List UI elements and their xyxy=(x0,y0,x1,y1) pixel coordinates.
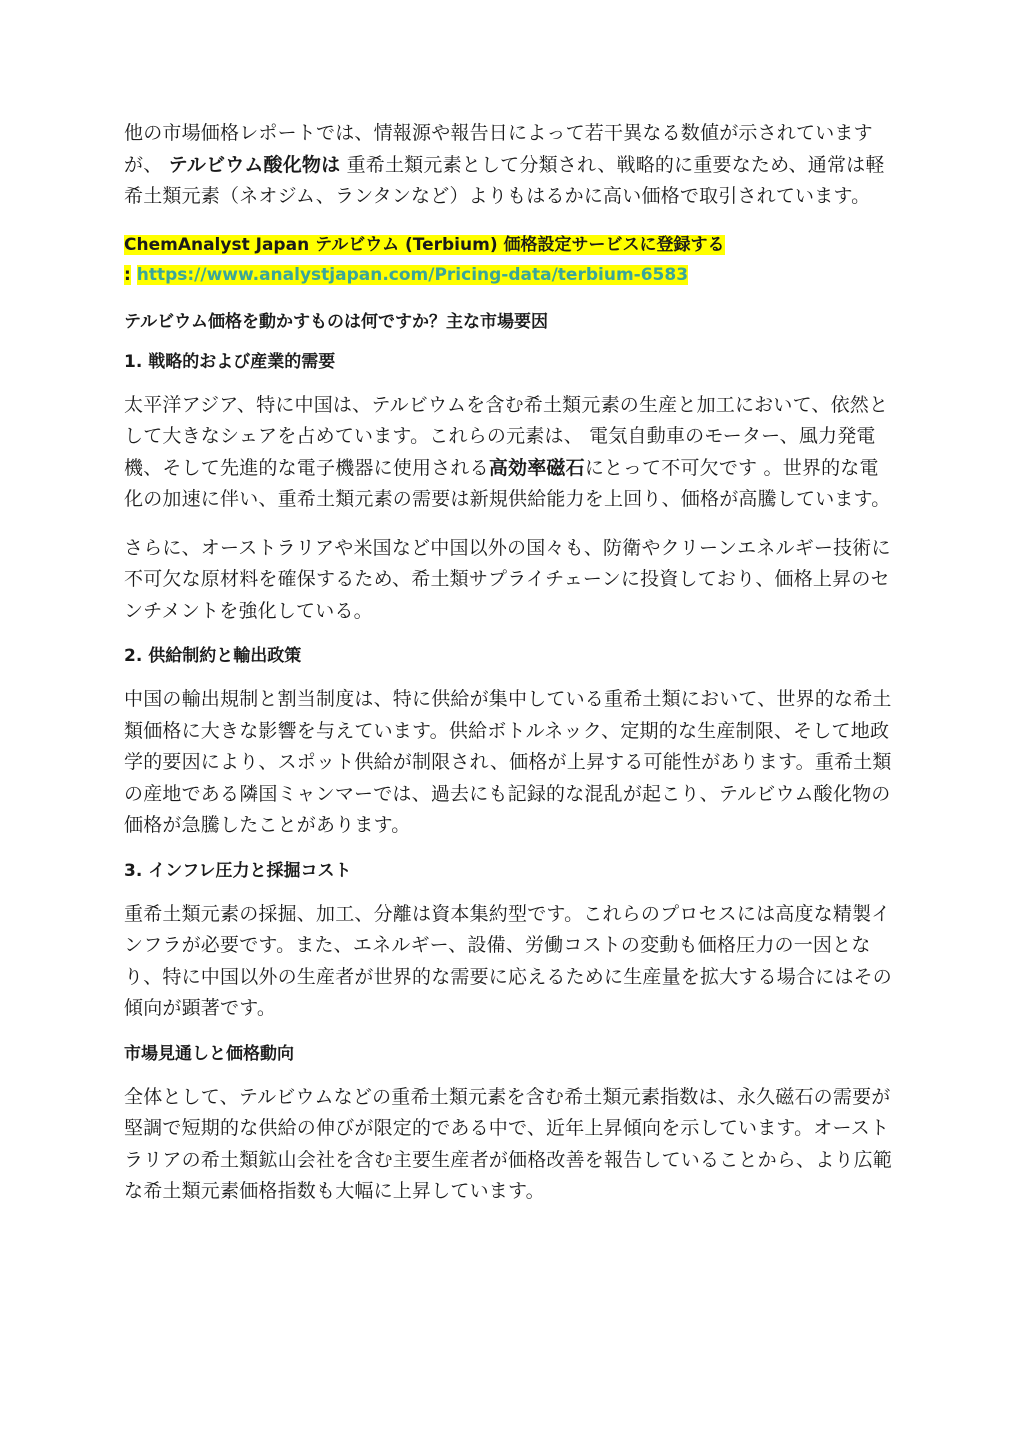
intro-text-1: 他の市場価格レポートでは、情報源や報告日によって若干異なる数値が示されていますが、 xyxy=(124,122,873,176)
intro-bold-term: テルビウム酸化物は xyxy=(168,153,341,176)
promo-block xyxy=(124,230,894,290)
promo-colon: : xyxy=(124,264,131,285)
outlook-paragraph: 全体として、テルビウムなどの重希土類元素を含む希土類元素指数は、永久磁石の需要が堅調で短期的な供給の伸びが限定的である中で、近年上昇傾向を示しています。オーストラリアの希土類鉱山会社を含む主要生産者が価格改善を報告していることから、より広範な希土類元素価格指数も大幅に上昇しています。 xyxy=(124,1085,893,1202)
section1-p1-bold: 高効率磁石 xyxy=(488,456,585,479)
promo-title: ChemAnalyst Japan テルビウム (Terbium) 価格設定サービスに登録する xyxy=(124,234,725,255)
document-page xyxy=(124,118,894,1225)
section3-paragraph: 重希土類元素の採掘、加工、分離は資本集約型です。これらのプロセスには高度な精製インフラが必要です。また、エネルギー、設備、労働コストの変動も価格圧力の一因となり、特に中国以外の生産者が世界的な需要に応えるために生産量を拡大する場合にはその傾向が顕著です。 xyxy=(124,902,893,1019)
intro-text-2: 重希土類元素として分類され、戦略的に重要なため、通常は軽希土類元素（ネオジム、ランタンなど）よりもはるかに高い価格で取引されています。 xyxy=(124,153,885,207)
section1-p1-text-1: 太平洋アジア、特に中国は、テルビウムを含む希土類元素の生産と加工において、依然として大きなシェアを占めています。これらの元素は、 電気自動車のモーター、風力発電機、そして先進的な電子機器に使用される xyxy=(124,393,889,479)
section1-heading: 1. 戦略的および産業的需要 xyxy=(124,351,336,372)
section1-paragraph-1 xyxy=(124,390,894,516)
main-heading: テルビウム価格を動かすものは何ですか？主な市場要因 xyxy=(124,311,548,332)
section1-p1-text-2: にとって不可欠です 。世界的な電化の加速に伴い、重希土類元素の需要は新規供給能力を上回り、価格が高騰しています。 xyxy=(124,456,891,510)
section3-heading: 3. インフレ圧力と採掘コスト xyxy=(124,860,352,881)
promo-link[interactable]: https://www.analystjapan.com/Pricing-data/terbium-6583 xyxy=(136,264,689,285)
outlook-heading: 市場見通しと価格動向 xyxy=(124,1043,294,1064)
intro-paragraph xyxy=(124,118,894,213)
section2-heading: 2. 供給制約と輸出政策 xyxy=(124,646,302,666)
section2-paragraph: 中国の輸出規制と割当制度は、特に供給が集中している重希土類において、世界的な希土類価格に大きな影響を与えています。供給ボトルネック、定期的な生産制限、そして地政学的要因により、スポット供給が制限され、価格が上昇する可能性があります。重希土類の産地である隣国ミャンマーでは、過去にも記録的な混乱が起こり、テルビウム酸化物の価格が急騰したことがあります。 xyxy=(124,688,892,836)
section1-paragraph-2: さらに、オーストラリアや米国など中国以外の国々も、防衛やクリーンエネルギー技術に不可欠な原材料を確保するため、希土類サプライチェーンに投資しており、価格上昇のセンチメントを強化している。 xyxy=(124,536,891,622)
